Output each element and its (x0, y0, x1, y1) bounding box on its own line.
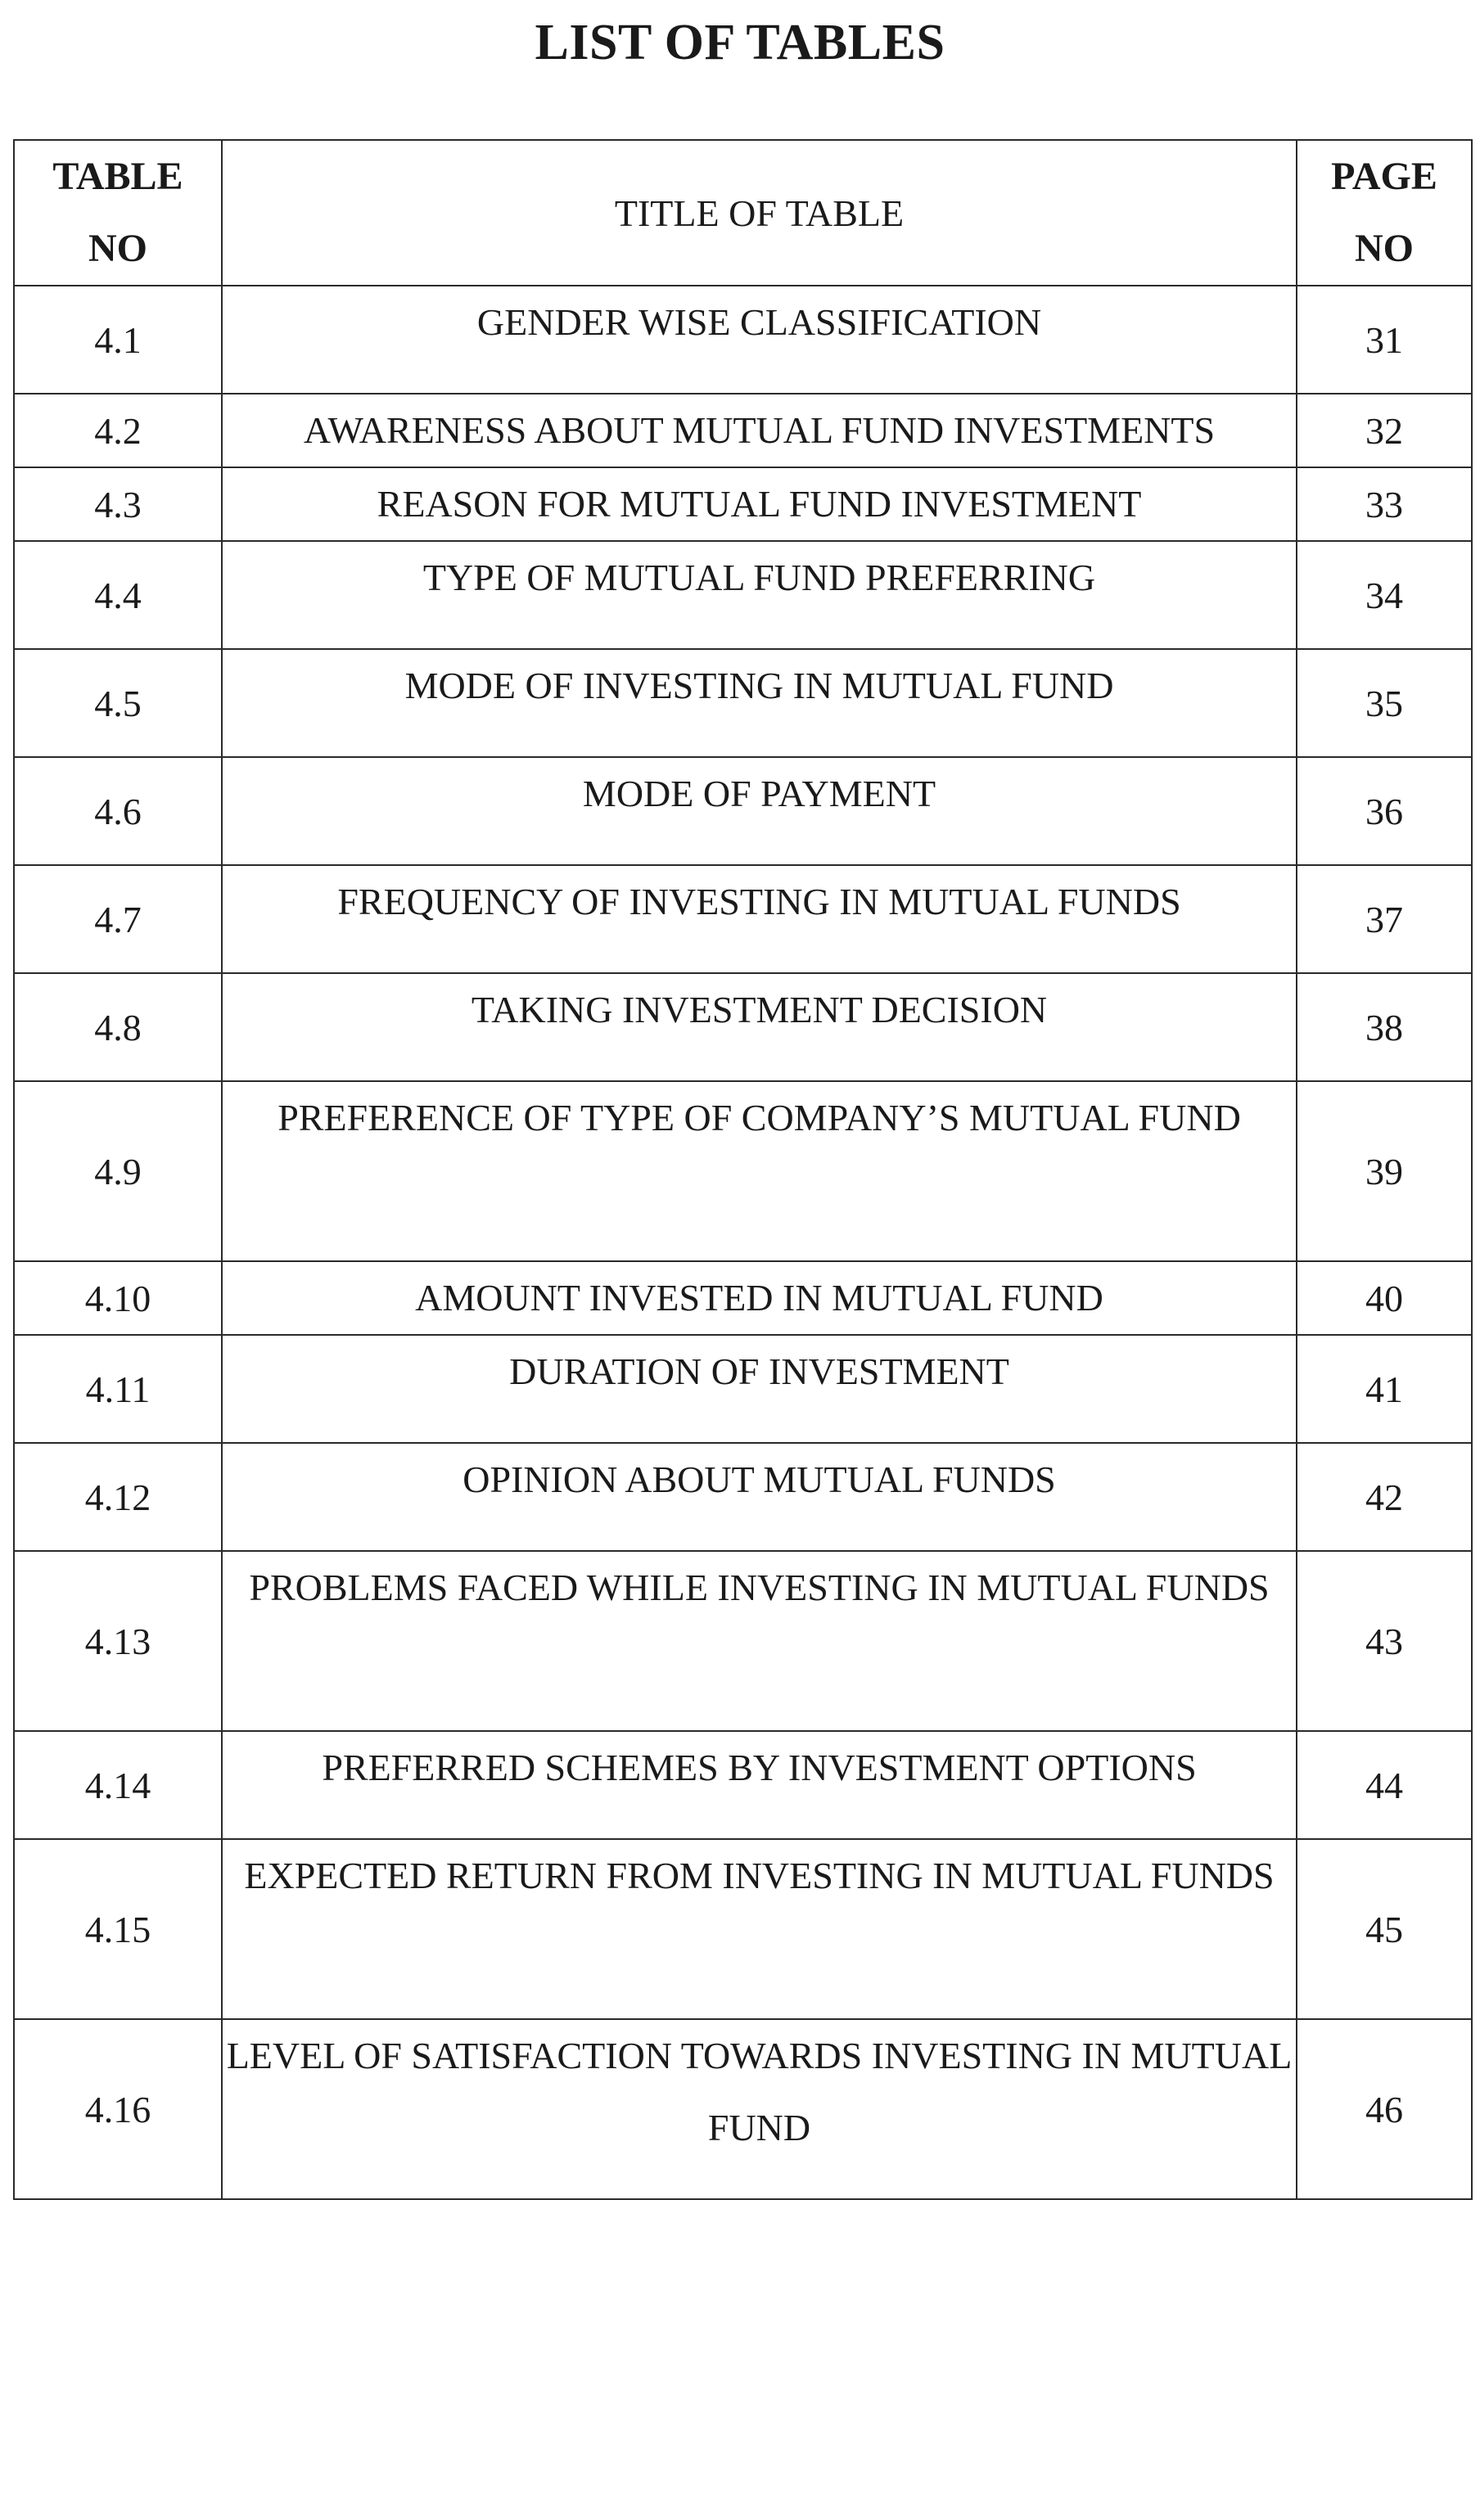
table-title-cell: PREFERRED SCHEMES BY INVESTMENT OPTIONS (222, 1731, 1297, 1839)
table-no-cell: 4.12 (14, 1443, 222, 1551)
table-title-cell: PROBLEMS FACED WHILE INVESTING IN MUTUAL FUNDS (222, 1551, 1297, 1731)
table-no-cell: 4.16 (14, 2019, 222, 2199)
header-page-no (1297, 140, 1472, 286)
table-row (14, 467, 1472, 541)
table-row (14, 1443, 1472, 1551)
table-row (14, 541, 1472, 649)
table-row (14, 649, 1472, 757)
page-no-cell: 35 (1297, 649, 1472, 757)
table-no-cell: 4.10 (14, 1261, 222, 1335)
table-no-cell: 4.9 (14, 1081, 222, 1261)
table-row (14, 1335, 1472, 1443)
table-row (14, 2019, 1472, 2199)
header-table-no-line1: TABLE (52, 155, 183, 198)
table-title-cell: REASON FOR MUTUAL FUND INVESTMENT (222, 467, 1297, 541)
table-row (14, 865, 1472, 973)
table-no-cell: 4.13 (14, 1551, 222, 1731)
table-row (14, 1551, 1472, 1731)
table-title-cell: GENDER WISE CLASSIFICATION (222, 286, 1297, 394)
header-page-no-line2: NO (1355, 227, 1414, 270)
table-row (14, 1081, 1472, 1261)
table-title-cell: FREQUENCY OF INVESTING IN MUTUAL FUNDS (222, 865, 1297, 973)
table-title-cell: LEVEL OF SATISFACTION TOWARDS INVESTING IN MUTUAL FUND (222, 2019, 1297, 2199)
table-title-cell: TYPE OF MUTUAL FUND PREFERRING (222, 541, 1297, 649)
header-page-no-line1: PAGE (1331, 155, 1437, 198)
page-no-cell: 42 (1297, 1443, 1472, 1551)
page-no-cell: 41 (1297, 1335, 1472, 1443)
header-table-no (14, 140, 222, 286)
table-title-cell: DURATION OF INVESTMENT (222, 1335, 1297, 1443)
table-no-cell: 4.2 (14, 394, 222, 467)
page-no-cell: 44 (1297, 1731, 1472, 1839)
table-row (14, 1261, 1472, 1335)
table-row (14, 1839, 1472, 2019)
page-no-cell: 33 (1297, 467, 1472, 541)
table-row (14, 757, 1472, 865)
page-no-cell: 37 (1297, 865, 1472, 973)
page-no-cell: 40 (1297, 1261, 1472, 1335)
table-title-cell: EXPECTED RETURN FROM INVESTING IN MUTUAL FUNDS (222, 1839, 1297, 2019)
page-no-cell: 32 (1297, 394, 1472, 467)
table-title-cell: MODE OF INVESTING IN MUTUAL FUND (222, 649, 1297, 757)
table-title-cell: AWARENESS ABOUT MUTUAL FUND INVESTMENTS (222, 394, 1297, 467)
page-no-cell: 39 (1297, 1081, 1472, 1261)
header-title: TITLE OF TABLE (222, 140, 1297, 286)
table-no-cell: 4.6 (14, 757, 222, 865)
table-no-cell: 4.7 (14, 865, 222, 973)
table-title-cell: AMOUNT INVESTED IN MUTUAL FUND (222, 1261, 1297, 1335)
table-no-cell: 4.5 (14, 649, 222, 757)
page-no-cell: 36 (1297, 757, 1472, 865)
page-no-cell: 31 (1297, 286, 1472, 394)
table-row (14, 1731, 1472, 1839)
page-no-cell: 43 (1297, 1551, 1472, 1731)
table-no-cell: 4.15 (14, 1839, 222, 2019)
table-title-cell: OPINION ABOUT MUTUAL FUNDS (222, 1443, 1297, 1551)
table-no-cell: 4.14 (14, 1731, 222, 1839)
table-no-cell: 4.3 (14, 467, 222, 541)
table-row (14, 973, 1472, 1081)
page-title: LIST OF TABLES (535, 15, 945, 70)
page-no-cell: 46 (1297, 2019, 1472, 2199)
table-row (14, 286, 1472, 394)
page-no-cell: 34 (1297, 541, 1472, 649)
table-no-cell: 4.11 (14, 1335, 222, 1443)
list-of-tables (13, 139, 1473, 2200)
page-no-cell: 45 (1297, 1839, 1472, 2019)
page-no-cell: 38 (1297, 973, 1472, 1081)
table-no-cell: 4.4 (14, 541, 222, 649)
header-table-no-line2: NO (88, 227, 147, 270)
table-no-cell: 4.8 (14, 973, 222, 1081)
table-title-cell: MODE OF PAYMENT (222, 757, 1297, 865)
table-title-cell: PREFERENCE OF TYPE OF COMPANY’S MUTUAL FUND (222, 1081, 1297, 1261)
table-header-row (14, 140, 1472, 286)
table-no-cell: 4.1 (14, 286, 222, 394)
table-title-cell: TAKING INVESTMENT DECISION (222, 973, 1297, 1081)
table-row (14, 394, 1472, 467)
